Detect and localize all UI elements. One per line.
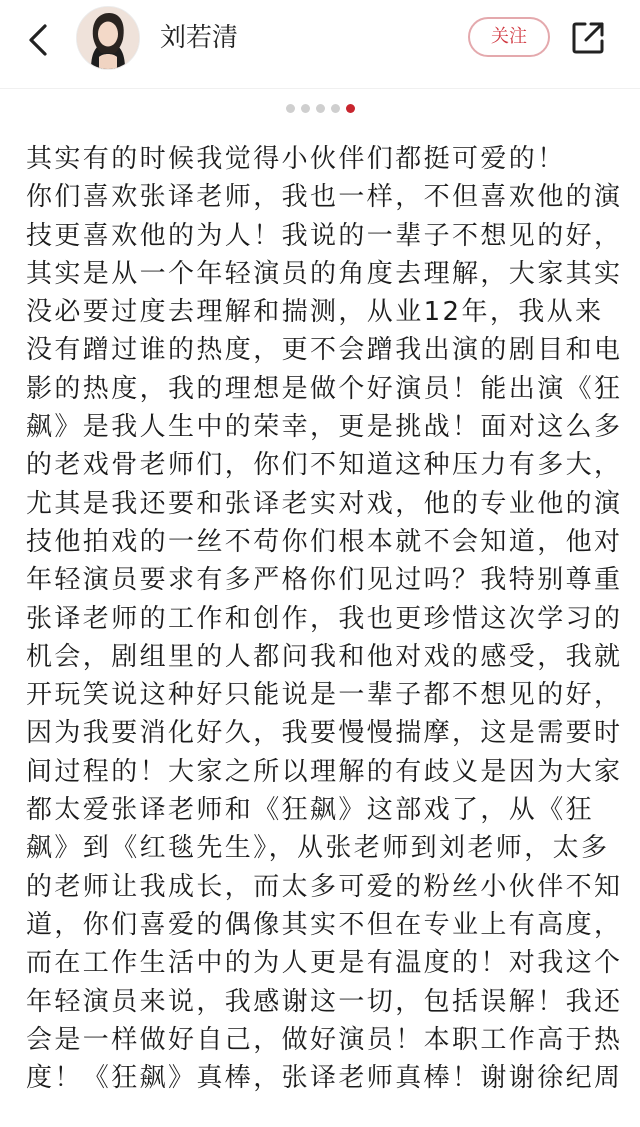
pager-dot[interactable] [301, 104, 310, 113]
avatar[interactable] [76, 6, 140, 70]
post-text-line: 的老师让我成长，而太多可爱的粉丝小伙伴不知 [26, 871, 623, 902]
post-text-line: 机会，剧组里的人都问我和他对戏的感受，我就 [26, 641, 623, 672]
post-text-line: 飙》是我人生中的荣幸，更是挑战！面对这么多 [26, 412, 623, 443]
image-pager[interactable] [0, 104, 640, 116]
post-text-line: 没必要过度去理解和揣测，从业12年，我从来 [26, 297, 604, 328]
header-divider [0, 88, 640, 89]
post-text-line: 都太爱张译老师和《狂飙》这部戏了，从《狂 [26, 795, 595, 826]
post-text-line: 而在工作生活中的为人更是有温度的！对我这个 [26, 948, 623, 979]
top-bar [0, 0, 640, 88]
post-text-line: 张译老师的工作和创作，我也更珍惜这次学习的 [26, 603, 623, 634]
post-text-line: 其实有的时候我觉得小伙伴们都挺可爱的！ [26, 144, 566, 174]
post-text-line: 间过程的！大家之所以理解的有歧义是因为大家 [26, 756, 623, 787]
pager-dot[interactable] [316, 104, 325, 113]
post-text-line: 的老戏骨老师们，你们不知道这种压力有多大， [26, 450, 623, 481]
back-button[interactable] [18, 20, 58, 60]
pager-dot[interactable] [286, 104, 295, 113]
chevron-left-icon [25, 23, 51, 57]
post-text-line: 年轻演员要求有多严格你们见过吗？我特别尊重 [26, 565, 623, 596]
post-text-line: 尤其是我还要和张译老实对戏，他的专业他的演 [26, 488, 623, 519]
share-external-icon [569, 19, 607, 57]
post-text-line: 其实是从一个年轻演员的角度去理解，大家其实 [26, 258, 623, 289]
pager-dot[interactable] [331, 104, 340, 113]
username[interactable]: 刘若清 [160, 23, 239, 53]
post-body [26, 140, 626, 1097]
post-text-line: 道，你们喜爱的偶像其实不但在专业上有高度， [26, 909, 623, 940]
post-text-line: 没有蹭过谁的热度，更不会蹭我出演的剧目和电 [26, 335, 623, 366]
pager-dot-active[interactable] [346, 104, 355, 113]
share-button[interactable] [566, 16, 610, 60]
follow-button[interactable]: 关注 [468, 17, 550, 57]
post-text-line: 开玩笑说这种好只能说是一辈子都不想见的好， [26, 680, 623, 711]
post-text-line: 年轻演员来说，我感谢这一切，包括误解！我还 [26, 986, 623, 1017]
post-text-line: 技他拍戏的一丝不苟你们根本就不会知道，他对 [26, 526, 623, 557]
post-text-line: 影的热度，我的理想是做个好演员！能出演《狂 [26, 373, 623, 404]
avatar-photo [77, 7, 139, 69]
post-text-line: 飙》到《红毯先生》，从张老师到刘老师，太多 [26, 833, 610, 864]
post-text-line: 技更喜欢他的为人！我说的一辈子不想见的好， [26, 220, 623, 251]
post-text-line: 会是一样做好自己，做好演员！本职工作高于热 [26, 1024, 623, 1055]
post-text-line: 度！《狂飙》真棒，张译老师真棒！谢谢徐纪周 [26, 1063, 623, 1094]
post-text-line: 因为我要消化好久，我要慢慢揣摩，这是需要时 [26, 718, 623, 749]
post-text-line: 你们喜欢张译老师，我也一样，不但喜欢他的演 [26, 182, 623, 213]
